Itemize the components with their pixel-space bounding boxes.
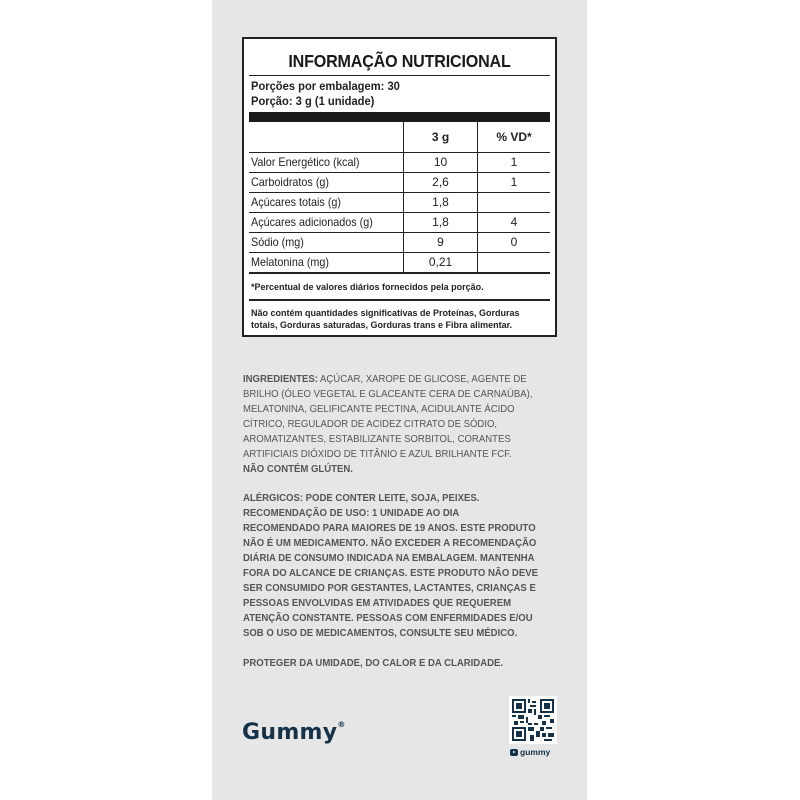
nutrient-dv: 4 — [478, 213, 551, 233]
nutrient-table — [249, 122, 550, 274]
nutrient-label: Carboidratos (g) — [251, 175, 330, 189]
storage-text: PROTEGER DA UMIDADE, DO CALOR E DA CLARIDADE. — [243, 658, 504, 669]
table-row — [249, 193, 550, 213]
qr-code[interactable] — [509, 696, 557, 744]
brand-name: Gummy — [242, 720, 338, 745]
nutrient-dv — [478, 193, 551, 213]
table-row — [249, 173, 550, 193]
nutrient-dv: 1 — [478, 153, 551, 173]
nutrient-dv: 0 — [478, 233, 551, 253]
gluten-statement: NÃO CONTÉM GLÚTEN. — [243, 464, 353, 475]
brand-logo — [242, 720, 346, 745]
warning-text: NÃO É UM MEDICAMENTO. NÃO EXCEDER A RECOMENDAÇÃO — [243, 538, 537, 549]
ingredients-text: MELATONINA, GELIFICANTE PECTINA, ACIDULANTE ÁCIDO — [243, 404, 515, 415]
ingredients-text: AÇÚCAR, XAROPE DE GLICOSE, AGENTE DE — [317, 374, 527, 385]
nutrient-amount: 1,8 — [404, 193, 478, 213]
qr-code-icon — [512, 699, 554, 741]
warning-text: FORA DO ALCANCE DE CRIANÇAS. ESTE PRODUTO NÃO DEVE — [243, 568, 538, 579]
not-significant-note: Não contém quantidades significativas de Proteínas, Gorduras totais, Gorduras saturadas, Gorduras trans e Fibra alimentar. — [251, 308, 520, 330]
warning-text: ATENÇÃO CONSTANTE. PESSOAS COM ENFERMIDADES E/OU — [243, 613, 533, 624]
warning-text: PESSOAS ENVOLVIDAS EM ATIVIDADES QUE REQUEREM — [243, 598, 512, 609]
thick-divider — [249, 112, 550, 122]
warnings-section — [243, 491, 563, 641]
warning-text: ALÉRGICOS: PODE CONTER LEITE, SOJA, PEIXES. — [243, 493, 480, 504]
table-row — [249, 233, 550, 253]
dv-footnote: *Percentual de valores diários fornecidos pela porção. — [251, 282, 484, 292]
qr-caption — [510, 747, 550, 757]
header-amount: 3 g — [404, 122, 478, 153]
storage-instructions — [243, 656, 563, 671]
table-header-row — [249, 122, 550, 153]
ingredients-text: ARTIFICIAIS DIÓXIDO DE TITÂNIO E AZUL BRILHANTE FCF. — [243, 449, 512, 460]
serving-size: Porção: 3 g (1 unidade) — [251, 94, 375, 108]
warning-text: DIÁRIA DE CONSUMO INDICADA NA EMBALAGEM. MANTENHA — [243, 553, 535, 564]
warning-text: RECOMENDAÇÃO DE USO: 1 UNIDADE AO DIA — [243, 508, 460, 519]
ingredients-text: CÍTRICO, REGULADOR DE ACIDEZ CITRATO DE SÓDIO, — [243, 419, 498, 430]
header-dv: % VD* — [478, 122, 551, 153]
nutrient-amount: 2,6 — [404, 173, 478, 193]
nutrient-dv — [478, 253, 551, 274]
nutrition-facts-table — [242, 37, 557, 337]
youtube-icon — [510, 749, 518, 756]
table-row — [249, 213, 550, 233]
servings-per-package: Porções por embalagem: 30 — [251, 79, 400, 93]
nutrient-label: Melatonina (mg) — [251, 255, 330, 269]
table-row — [249, 253, 550, 274]
ingredients-text: AROMATIZANTES, ESTABILIZANTE SORBITOL, CORANTES — [243, 434, 511, 445]
warning-text: RECOMENDADO PARA MAIORES DE 19 ANOS. ESTE PRODUTO — [243, 523, 536, 534]
nutrient-amount: 1,8 — [404, 213, 478, 233]
warning-text: SOB O USO DE MEDICAMENTOS, CONSULTE SEU MÉDICO. — [243, 628, 518, 639]
nutrient-label: Valor Energético (kcal) — [251, 155, 360, 169]
registered-mark: ® — [337, 720, 346, 729]
ingredients-section — [243, 372, 563, 477]
ingredients-text: BRILHO (ÓLEO VEGETAL E GLACEANTE CERA DE CARNAÚBA), — [243, 389, 533, 400]
serving-info — [244, 76, 555, 112]
header-nutrient — [249, 122, 404, 153]
qr-caption-text: gummy — [520, 747, 551, 757]
ingredients-label: INGREDIENTES: — [243, 374, 318, 385]
nutrient-label: Açúcares adicionados (g) — [251, 215, 373, 229]
table-row — [249, 153, 550, 173]
nutrient-amount: 10 — [404, 153, 478, 173]
nutrient-dv: 1 — [478, 173, 551, 193]
nutrient-amount: 0,21 — [404, 253, 478, 274]
nutrient-amount: 9 — [404, 233, 478, 253]
nutrition-title: INFORMAÇÃO NUTRICIONAL — [288, 51, 511, 71]
nutrient-label: Açúcares totais (g) — [251, 195, 342, 209]
warning-text: SER CONSUMIDO POR GESTANTES, LACTANTES, CRIANÇAS E — [243, 583, 536, 594]
nutrient-label: Sódio (mg) — [251, 235, 304, 249]
